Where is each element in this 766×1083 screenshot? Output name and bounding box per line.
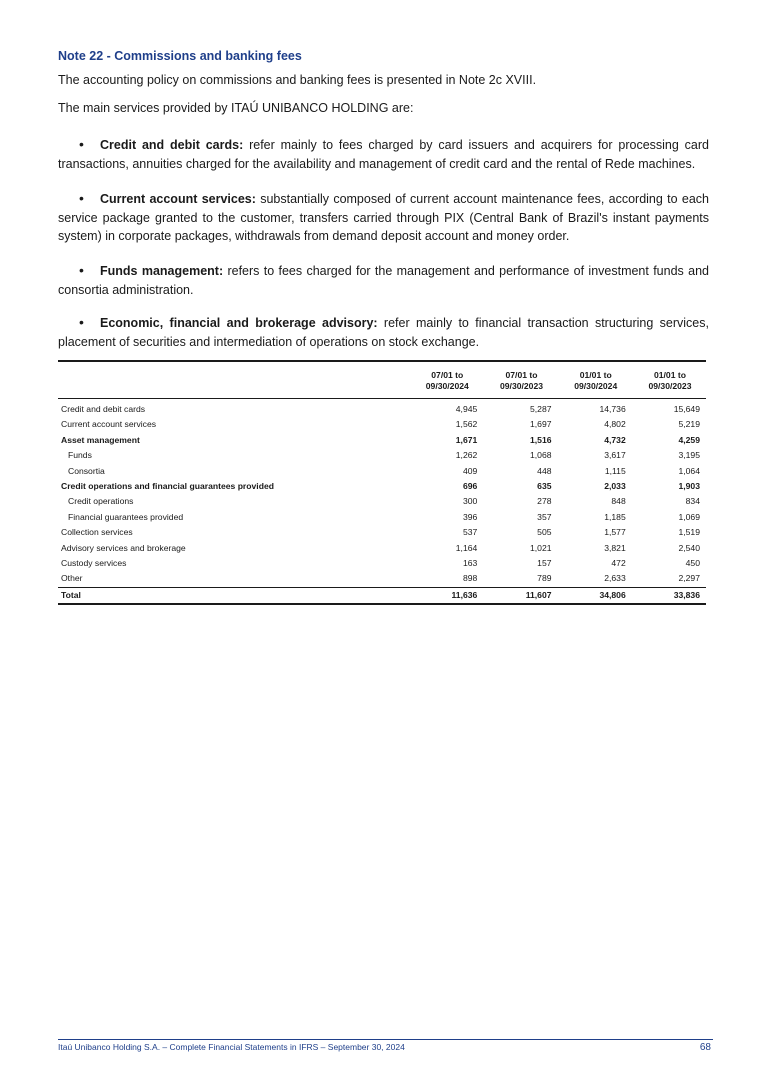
cell-value: 848 <box>611 496 626 507</box>
bullet-icon: • <box>79 190 84 206</box>
page-title: Note 22 - Commissions and banking fees <box>58 49 302 63</box>
row-label: Total <box>58 587 409 604</box>
cell-value: 696 <box>462 481 478 492</box>
cell-value: 789 <box>537 573 552 584</box>
cell-value: 472 <box>611 558 626 569</box>
table-row <box>58 494 706 509</box>
row-label: Credit and debit cards <box>61 404 146 414</box>
cell-value: 898 <box>462 573 478 584</box>
cell-value: 33,836 <box>632 587 706 604</box>
cell-value: 4,945 <box>455 404 478 414</box>
cell-value: 163 <box>462 558 478 569</box>
cell-value: 1,262 <box>455 450 478 461</box>
table-row <box>58 541 706 556</box>
cell-value: 1,519 <box>678 527 700 538</box>
row-label: Credit operations <box>68 496 134 507</box>
header-label-cell <box>58 361 409 399</box>
cell-value: 1,577 <box>604 527 626 538</box>
row-label: Other <box>61 573 83 584</box>
cell-value: 1,069 <box>678 511 700 522</box>
row-label: Current account services <box>61 419 157 430</box>
cell-value: 1,903 <box>678 481 700 492</box>
table-row <box>58 399 706 418</box>
bullet-term: Current account services: <box>100 192 256 206</box>
bullet-term: Economic, financial and brokerage advisory: <box>100 316 378 330</box>
bullet-advisory <box>58 313 709 351</box>
cell-value: 635 <box>537 481 552 492</box>
cell-value: 4,802 <box>604 419 626 430</box>
cell-value: 1,562 <box>455 419 478 430</box>
bullet-icon: • <box>79 314 84 330</box>
row-label: Asset management <box>61 434 140 445</box>
cell-value: 300 <box>462 496 478 507</box>
bullet-text: refers to fees charged for the management and performance of investment funds and consortia administration. <box>58 264 709 297</box>
cell-value: 11,607 <box>483 587 557 604</box>
cell-value: 357 <box>537 511 552 522</box>
cell-value: 14,736 <box>599 404 626 414</box>
cell-value: 537 <box>462 527 478 538</box>
cell-value: 448 <box>537 465 552 476</box>
bullet-text: refer mainly to financial transaction structuring services, placement of securities and intermediation of operations on stock exchange. <box>58 316 709 349</box>
table-row <box>58 464 706 479</box>
header-period-3: 01/01 to 09/30/2024 <box>558 361 632 399</box>
commissions-table <box>58 360 706 605</box>
row-label: Consortia <box>68 465 105 476</box>
cell-value: 1,115 <box>604 465 626 476</box>
cell-value: 2,297 <box>678 573 700 584</box>
cell-value: 1,068 <box>530 450 552 461</box>
cell-value: 1,021 <box>530 542 552 553</box>
row-label: Financial guarantees provided <box>68 511 184 522</box>
bullet-term: Funds management: <box>100 264 224 278</box>
cell-value: 3,617 <box>604 450 626 461</box>
table-row <box>58 448 706 463</box>
cell-value: 4,732 <box>604 434 626 445</box>
cell-value: 450 <box>685 558 700 569</box>
cell-value: 15,649 <box>673 404 700 414</box>
bullet-funds-management <box>58 261 709 299</box>
table-row <box>58 417 706 432</box>
cell-value: 1,064 <box>678 465 700 476</box>
cell-value: 409 <box>462 465 478 476</box>
row-label: Advisory services and brokerage <box>61 542 186 553</box>
table-row <box>58 433 706 448</box>
bullet-icon: • <box>79 262 84 278</box>
table-row <box>58 510 706 525</box>
cell-value: 2,633 <box>604 573 626 584</box>
cell-value: 11,636 <box>409 587 483 604</box>
total-row <box>58 587 706 604</box>
row-label: Collection services <box>61 527 133 538</box>
row-label: Credit operations and financial guarantees provided <box>61 481 274 492</box>
cell-value: 4,259 <box>678 434 700 445</box>
cell-value: 1,185 <box>604 511 626 522</box>
header-period-1: 07/01 to 09/30/2024 <box>409 361 483 399</box>
cell-value: 396 <box>462 511 478 522</box>
cell-value: 1,516 <box>530 434 552 445</box>
intro-services-text: The main services provided by ITAÚ UNIBANCO HOLDING are: <box>58 101 414 115</box>
intro-policy-text: The accounting policy on commissions and banking fees is presented in Note 2c XVIII. <box>58 73 537 87</box>
bullet-text: substantially composed of current account maintenance fees, according to each service package granted to the customer, transfers carried through PIX (Central Bank of Brazil's instant payments system) in corporate packages, withdrawals from demand deposit account and money order. <box>58 192 709 243</box>
row-label: Custody services <box>61 558 127 569</box>
cell-value: 34,806 <box>558 587 632 604</box>
cell-value: 2,540 <box>678 542 700 553</box>
cell-value: 5,219 <box>678 419 700 430</box>
cell-value: 834 <box>685 496 700 507</box>
bullet-term: Credit and debit cards: <box>100 138 244 152</box>
cell-value: 505 <box>537 527 552 538</box>
page-number: 68 <box>699 1042 711 1053</box>
table-header-row <box>58 361 706 399</box>
cell-value: 5,287 <box>530 404 552 414</box>
cell-value: 1,671 <box>455 434 478 445</box>
cell-value: 3,195 <box>678 450 700 461</box>
bullet-icon: • <box>79 136 84 152</box>
bullet-current-account <box>58 189 709 246</box>
cell-value: 1,697 <box>530 419 552 430</box>
footer-document-title: Itaú Unibanco Holding S.A. – Complete Financial Statements in IFRS – September 30, 2024 <box>58 1042 405 1052</box>
cell-value: 1,164 <box>455 542 478 553</box>
table-row <box>58 525 706 540</box>
footer-divider <box>58 1039 713 1040</box>
table-row <box>58 479 706 494</box>
table-row <box>58 556 706 571</box>
row-label: Funds <box>68 450 92 461</box>
cell-value: 157 <box>537 558 552 569</box>
header-period-2: 07/01 to 09/30/2023 <box>483 361 557 399</box>
bullet-text: refer mainly to fees charged by card issuers and acquirers for processing card transactions, annuities charged for the availability and management of credit card and the rental of Rede machines. <box>58 138 709 171</box>
header-period-4: 01/01 to 09/30/2023 <box>632 361 706 399</box>
table-row <box>58 571 706 587</box>
bullet-credit-debit-cards <box>58 135 709 173</box>
cell-value: 3,821 <box>604 542 626 553</box>
cell-value: 278 <box>537 496 552 507</box>
cell-value: 2,033 <box>604 481 626 492</box>
